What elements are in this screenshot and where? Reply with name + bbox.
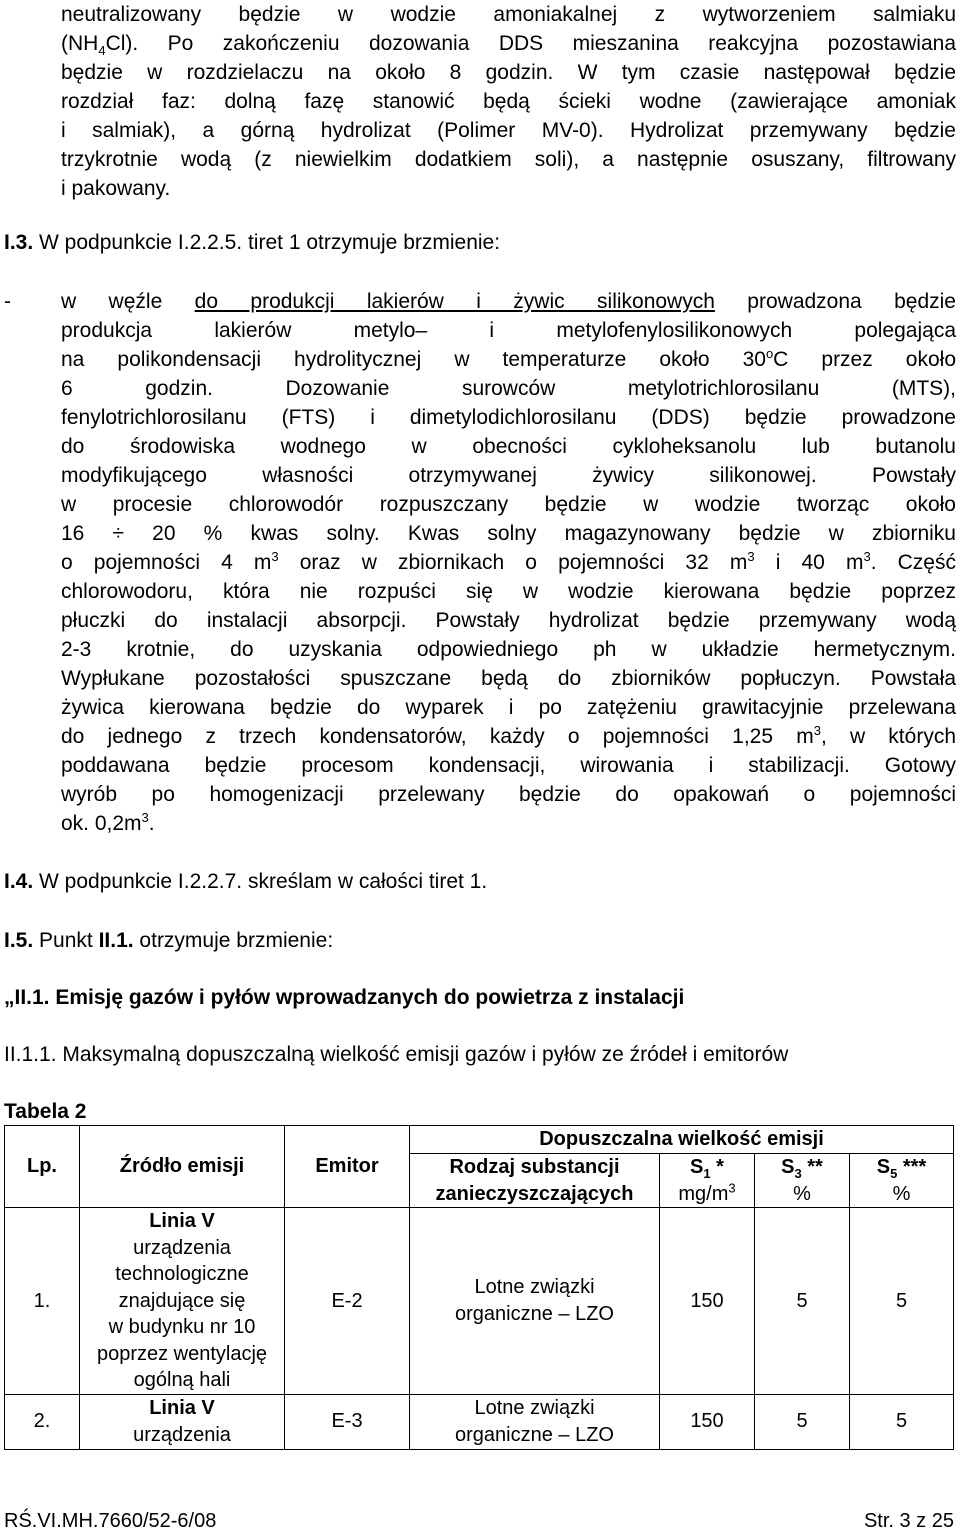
header-emitter: Emitor [285, 1126, 410, 1208]
intro-line: trzykrotnie wodą (z niewielkim dodatkiem soli), a następnie osuszany, filtrowany [61, 148, 956, 171]
header-lp: Lp. [5, 1126, 80, 1208]
cell-s3: 5 [755, 1208, 850, 1395]
cell-source: Linia V urządzenia [80, 1394, 285, 1449]
cell-s1: 150 [660, 1394, 755, 1449]
tiret-line: modyfikującego własności otrzymywanej żywicy silikonowej. Powstały [61, 464, 956, 487]
cell-s5: 5 [850, 1208, 954, 1395]
section-i5-heading: I.5. Punkt II.1. otrzymuje brzmienie: [4, 929, 334, 952]
tiret-line: ok. $0,2m^3$. [61, 810, 155, 835]
document-reference: RŚ.VI.MH.7660/52-6/08 [4, 1510, 217, 1532]
header-substance: Rodzaj substancji zanieczyszczających [410, 1154, 660, 1208]
section-ii11-heading: II.1.1. Maksymalną dopuszczalną wielkość emisji gazów i pyłów ze źródeł i emitorów [4, 1043, 789, 1066]
tiret-line: fenylotrichlorosilanu (FTS) i dimetylodichlorosilanu (DDS) będzie prowadzone [61, 406, 956, 429]
intro-line: będzie w rozdzielaczu na około 8 godzin. W tym czasie następował będzie [61, 61, 956, 84]
tiret-line: chlorowodoru, która nie rozpuści się w wodzie kierowana będzie poprzez [61, 580, 956, 603]
intro-line: i pakowany. [61, 177, 171, 200]
header-source: Źródło emisji [80, 1126, 285, 1208]
emission-table [4, 1125, 954, 1450]
cell-source: Linia V urządzenia technologiczne znajdujące się w budynku nr 10 poprzez wentylację ogólną hali [80, 1208, 285, 1395]
intro-line: i salmiak), a górną hydrolizat (Polimer MV-0). Hydrolizat przemywany będzie [61, 119, 956, 142]
tiret-line: Wypłukane pozostałości spuszczane będą do zbiorników popłuczyn. Powstała [61, 667, 956, 690]
table-row [5, 1208, 954, 1395]
cell-substance: Lotne związki organiczne – LZO [410, 1394, 660, 1449]
header-s5: $S_5$ *** % [850, 1154, 954, 1208]
underlined-phrase: do produkcji lakierów i żywic silikonowych [194, 290, 715, 313]
section-i4-heading: I.4. W podpunkcie I.2.2.7. skreślam w całości tiret 1. [4, 870, 488, 893]
tiret-line: poddawana będzie procesom kondensacji, wirowania i stabilizacji. Gotowy [61, 754, 956, 777]
section-i3-heading: I.3. W podpunkcie I.2.2.5. tiret 1 otrzymuje brzmienie: [4, 231, 501, 254]
page-number: Str. 3 z 25 [863, 1510, 954, 1532]
tiret-line: 6 godzin. Dozowanie surowców metylotrichlorosilanu (MTS), [61, 377, 956, 400]
tiret-line: w węźle do produkcji lakierów i żywic silikonowych prowadzona będzie [61, 290, 956, 313]
header-allowed-emission: Dopuszczalna wielkość emisji [410, 1126, 954, 1154]
tiret-line: 2-3 krotnie, do uzyskania odpowiedniego ph w układzie hermetycznym. [61, 638, 956, 661]
tiret-dash: - [4, 290, 11, 313]
tiret-line: 16 ÷ 20 % kwas solny. Kwas solny magazynowany będzie w zbiorniku [61, 522, 956, 545]
tiret-line: wyrób po homogenizacji przelewany będzie do opakowań o pojemności [61, 783, 956, 806]
cell-s1: 150 [660, 1208, 755, 1395]
tiret-line: o pojemności 4 $m^3$ oraz w zbiornikach o pojemności 32 $m^3$ i 40 $m^3$. Część [61, 549, 956, 574]
header-s1: $S_1$ * $mg/m^3$ [660, 1154, 755, 1208]
intro-paragraph [61, 0, 956, 203]
cell-s3: 5 [755, 1394, 850, 1449]
cell-s5: 5 [850, 1394, 954, 1449]
intro-line: rozdział faz: dolną fazę stanowić będą ścieki wodne (zawierające amoniak [61, 90, 956, 113]
cell-emitter: E-2 [285, 1208, 410, 1395]
header-s3: $S_3$ ** % [755, 1154, 850, 1208]
tiret-paragraph [61, 287, 956, 838]
tiret-line: na polikondensacji hydrolitycznej w temperaturze około 30$^o$C przez około [61, 346, 956, 371]
cell-substance: Lotne związki organiczne – LZO [410, 1208, 660, 1395]
tiret-line: do środowiska wodnego w obecności cykloheksanolu lub butanolu [61, 435, 956, 458]
cell-emitter: E-3 [285, 1394, 410, 1449]
intro-line: $(NH_4Cl)$. Po zakończeniu dozowania DDS mieszanina reakcyjna pozostawiana [61, 32, 956, 59]
tiret-line: żywica kierowana będzie do wyparek i po zatężeniu grawitacyjnie przelewana [61, 696, 956, 719]
tiret-line: płuczki do instalacji absorpcji. Powstały hydrolizat będzie przemywany wodą [61, 609, 956, 632]
table-caption: Tabela 2 [4, 1100, 87, 1123]
cell-lp: 2. [5, 1394, 80, 1449]
table-row [5, 1394, 954, 1449]
section-ii1-heading: „II.1. Emisję gazów i pyłów wprowadzanych do powietrza z instalacji [4, 986, 685, 1009]
cell-lp: 1. [5, 1208, 80, 1395]
tiret-line: do jednego z trzech kondensatorów, każdy o pojemności 1,25 $m^3$, w których [61, 723, 956, 748]
tiret-line: produkcja lakierów metylo– i metylofenylosilikonowych polegająca [61, 319, 956, 342]
table-header-row [5, 1126, 954, 1154]
intro-line: neutralizowany będzie w wodzie amoniakalnej z wytworzeniem salmiaku [61, 3, 956, 26]
tiret-line: w procesie chlorowodór rozpuszczany będzie w wodzie tworząc około [61, 493, 956, 516]
